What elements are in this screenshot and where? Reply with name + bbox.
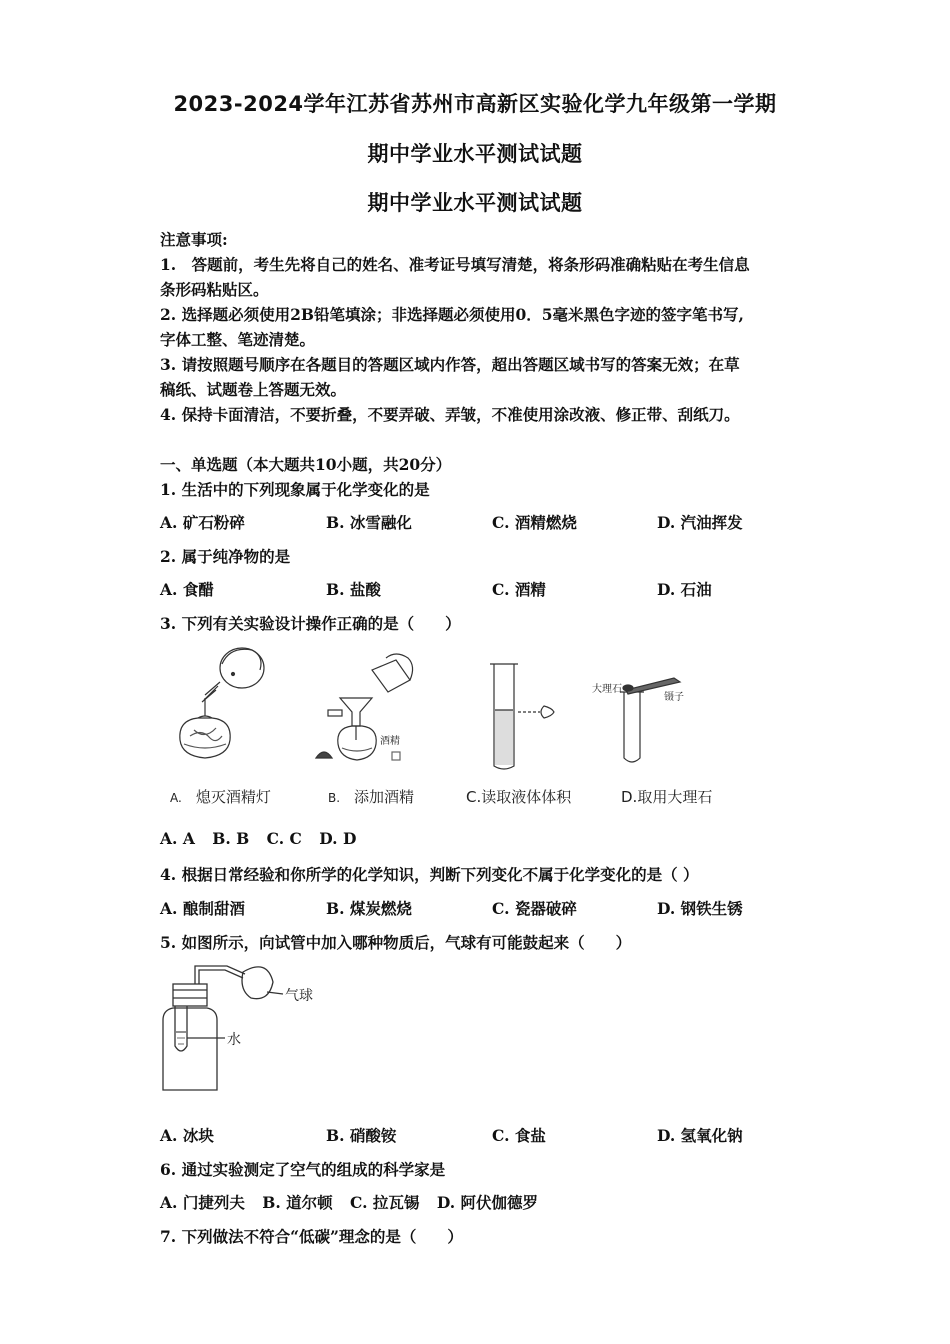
- caption-text: 读取液体体积: [481, 788, 572, 806]
- balloon-apparatus-figure: [155, 958, 315, 1098]
- notes-line: 4. 保持卡面清洁，不要折叠，不要弄破、弄皱，不准使用涂改液、修正带、刮纸刀。: [160, 405, 740, 424]
- figure-caption-c: [466, 786, 571, 807]
- notes-heading: 注意事项:: [160, 230, 228, 249]
- question-stem: 2. 属于纯净物的是: [160, 547, 291, 566]
- notes-line: 2. 选择题必须使用2B铅笔填涂；非选择题必须使用0．5毫米黑色字迹的签字笔书写,: [160, 305, 744, 324]
- question-stem: 6. 通过实验测定了空气的组成的科学家是: [160, 1160, 446, 1179]
- notes-line: 条形码粘贴区。: [160, 280, 269, 299]
- option[interactable]: D. 阿伏伽德罗: [436, 1193, 538, 1212]
- option[interactable]: D. 汽油挥发: [657, 513, 743, 532]
- question-options: [160, 829, 860, 851]
- question-stem: 5. 如图所示，向试管中加入哪种物质后，气球有可能鼓起来（ ）: [160, 933, 632, 952]
- question-options: [160, 1191, 860, 1213]
- option[interactable]: A. 冰块: [160, 1126, 214, 1145]
- figure-c-read-volume-image: [490, 664, 554, 769]
- notes-line: 稿纸、试题卷上答题无效。: [160, 380, 347, 399]
- document-title: 2023-2024学年江苏省苏州市高新区实验化学九年级第一学期: [173, 92, 777, 116]
- option[interactable]: D. 石油: [657, 580, 712, 599]
- option[interactable]: A. 门捷列夫: [160, 1193, 245, 1212]
- caption-letter: C.: [466, 788, 482, 806]
- option[interactable]: C. 食盐: [492, 1126, 546, 1145]
- question-stem: 1. 生活中的下列现象属于化学变化的是: [160, 480, 430, 499]
- option[interactable]: C. 瓷器破碎: [492, 899, 577, 918]
- figure-b-alcohol-label: 酒精: [380, 736, 400, 747]
- option[interactable]: B. 盐酸: [326, 580, 381, 599]
- figure-d-take-marble-image: [620, 678, 680, 762]
- caption-text: 添加酒精: [354, 788, 415, 806]
- option[interactable]: A. 矿石粉碎: [160, 513, 245, 532]
- option[interactable]: C. C: [266, 829, 302, 848]
- caption-letter: D.: [621, 788, 638, 806]
- figure-caption-b: [328, 786, 414, 807]
- notes-line: 1. 答题前，考生先将自己的姓名、准考证号填写清楚，将条形码准确粘贴在考生信息: [160, 255, 750, 274]
- caption-text: 熄灭酒精灯: [195, 788, 271, 806]
- option[interactable]: A. A: [160, 829, 195, 848]
- option[interactable]: D. D: [319, 829, 357, 848]
- option[interactable]: B. B: [212, 829, 250, 848]
- figure-caption-a: [170, 786, 271, 807]
- option[interactable]: D. 钢铁生锈: [657, 899, 743, 918]
- figure-d-marble-label: 大理石: [592, 684, 622, 695]
- balloon-label: 气球: [285, 988, 313, 1004]
- option[interactable]: B. 煤炭燃烧: [326, 899, 412, 918]
- question-stem: 4. 根据日常经验和你所学的化学知识，判断下列变化不属于化学变化的是（ ）: [160, 865, 699, 884]
- section-heading: 一、单选题（本大题共10小题，共20分）: [160, 455, 452, 474]
- notes-line: 3. 请按照题号顺序在各题目的答题区域内作答，超出答题区域书写的答案无效；在草: [160, 355, 740, 374]
- notes-line: 字体工整、笔迹清楚。: [160, 330, 316, 349]
- question-stem: 7. 下列做法不符合“低碳”理念的是（ ）: [160, 1227, 463, 1246]
- document-subtitle-repeat: 期中学业水平测试试题: [367, 191, 583, 215]
- caption-text: 取用大理石: [637, 788, 713, 806]
- option[interactable]: B. 冰雪融化: [326, 513, 412, 532]
- option[interactable]: B. 硝酸铵: [326, 1126, 397, 1145]
- question-stem: 3. 下列有关实验设计操作正确的是（ ）: [160, 614, 461, 633]
- water-label: 水: [227, 1032, 241, 1048]
- figure-d-tweezers-label: 镊子: [664, 692, 684, 703]
- option[interactable]: C. 酒精: [492, 580, 546, 599]
- option[interactable]: A. 食醋: [160, 580, 214, 599]
- caption-letter: B.: [328, 791, 341, 805]
- question-options: [160, 897, 860, 919]
- figure-a-blow-lamp-image: [180, 648, 264, 758]
- question-options: [160, 511, 860, 533]
- figure-caption-d: [621, 786, 712, 807]
- question-options: [160, 578, 860, 600]
- caption-letter: A.: [170, 791, 182, 805]
- document-subtitle: 期中学业水平测试试题: [367, 142, 583, 166]
- option[interactable]: A. 酿制甜酒: [160, 899, 245, 918]
- option[interactable]: C. 酒精燃烧: [492, 513, 577, 532]
- lab-operations-figure: [160, 640, 780, 780]
- question-options: [160, 1124, 860, 1146]
- option[interactable]: B. 道尔顿: [262, 1193, 333, 1212]
- option[interactable]: C. 拉瓦锡: [350, 1193, 420, 1212]
- option[interactable]: D. 氢氧化钠: [657, 1126, 743, 1145]
